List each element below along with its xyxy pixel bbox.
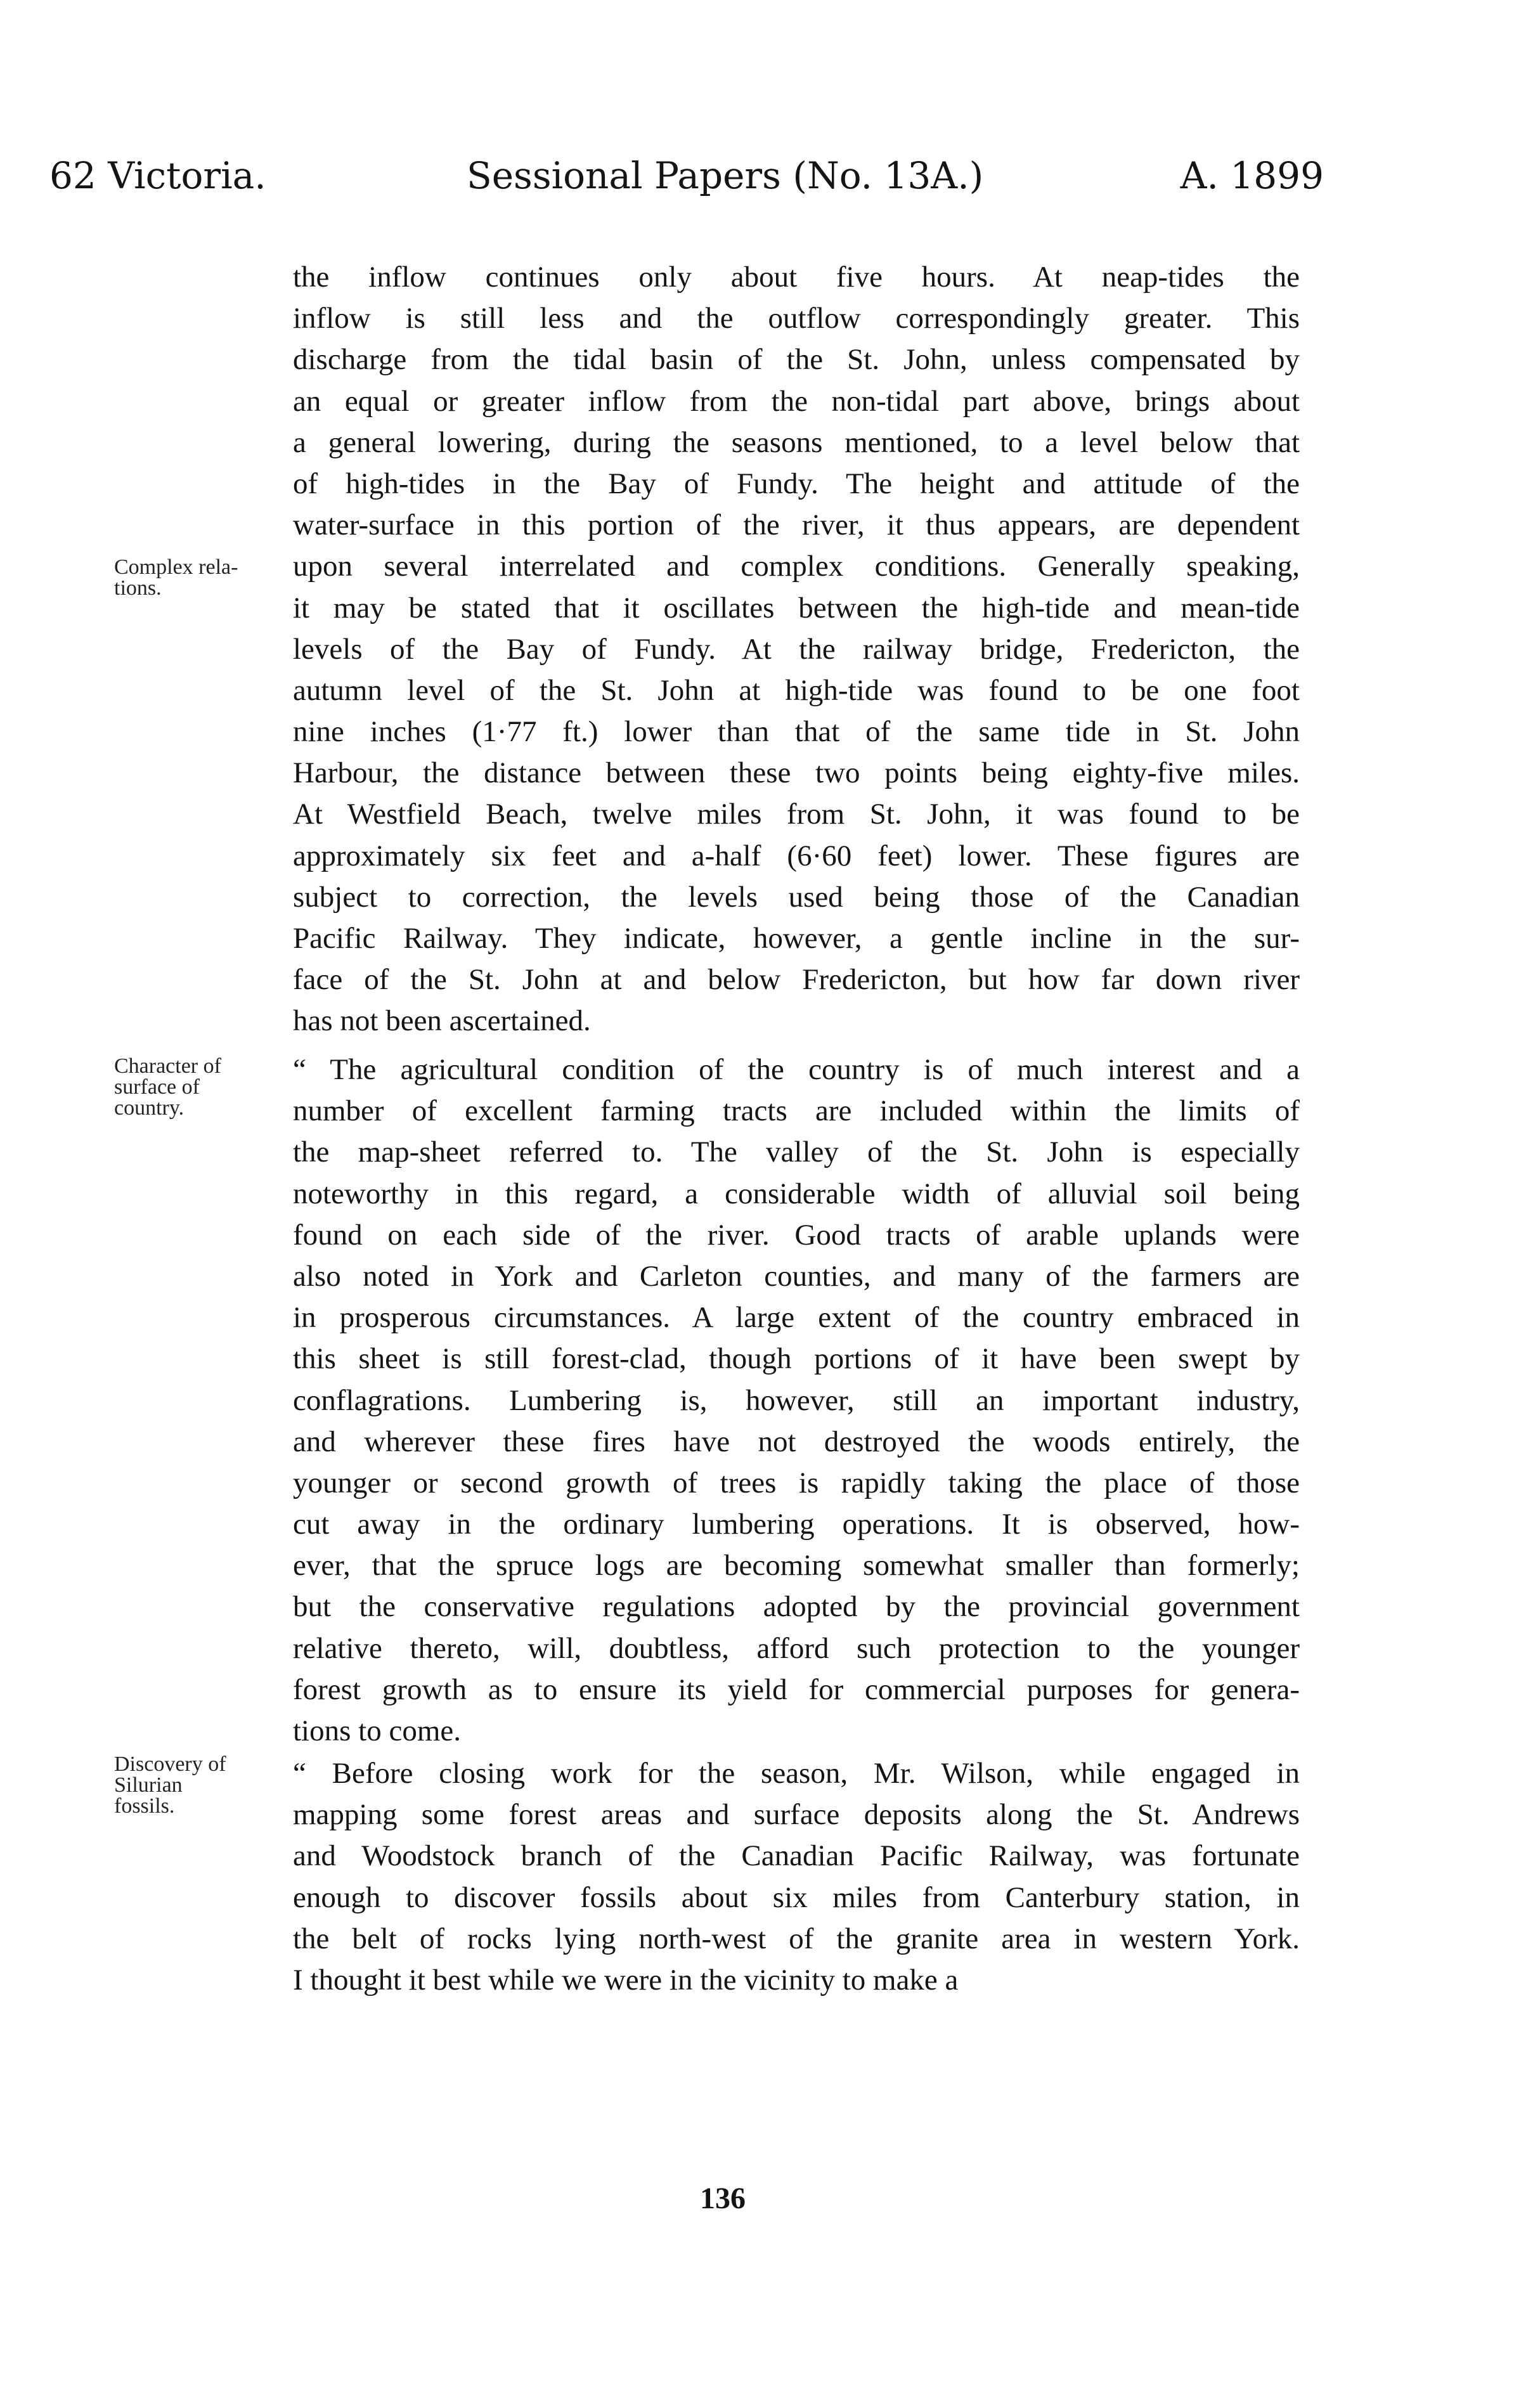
sidenote-line: Complex rela- <box>114 555 238 579</box>
header-title: Sessional Papers (No. 13A.) <box>467 154 984 197</box>
paragraph-tidal-levels <box>293 257 1300 1042</box>
text-line: enough to discover fossils about six miles from Canterbury station, in <box>293 1880 1300 1914</box>
text-line: approximately six feet and a-half (6·60 feet) lower. These figures are <box>293 839 1300 872</box>
text-line: upon several interrelated and complex conditions. Generally speaking, <box>293 550 1300 583</box>
paragraph-silurian-fossils <box>293 1753 1300 2001</box>
page-number: 136 <box>700 2182 746 2215</box>
text-line: but the conservative regulations adopted by the provincial government <box>293 1590 1300 1624</box>
text-line: an equal or greater inflow from the non-tidal part above, brings about <box>293 384 1300 418</box>
text-line: younger or second growth of trees is rapidly taking the place of those <box>293 1466 1300 1499</box>
text-line: tions to come. <box>293 1714 461 1747</box>
sidenote-discovery-of-fossils <box>114 1754 282 1816</box>
text-line: found on each side of the river. Good tracts of arable uplands were <box>293 1218 1300 1252</box>
text-line: of high-tides in the Bay of Fundy. The height and attitude of the <box>293 467 1300 500</box>
text-line: forest growth as to ensure its yield for commercial purposes for genera- <box>293 1673 1300 1706</box>
sidenote-line: Discovery of <box>114 1752 226 1776</box>
text-line: “ Before closing work for the season, Mr. Wilson, while engaged in <box>293 1757 1300 1790</box>
text-line: the belt of rocks lying north-west of the granite area in western York. <box>293 1922 1300 1955</box>
text-line: and Woodstock branch of the Canadian Pacific Railway, was fortunate <box>293 1839 1300 1873</box>
text-line: it may be stated that it oscillates between the high-tide and mean-tide <box>293 591 1300 625</box>
text-line: this sheet is still forest-clad, though portions of it have been swept by <box>293 1342 1300 1376</box>
sidenote-line: surface of <box>114 1075 200 1099</box>
text-line: face of the St. John at and below Fredericton, but how far down river <box>293 963 1300 997</box>
text-line: Harbour, the distance between these two points being eighty-five miles. <box>293 756 1300 790</box>
sidenote-line: fossils. <box>114 1794 175 1818</box>
text-line: the map-sheet referred to. The valley of the St. John is especially <box>293 1136 1300 1169</box>
text-line: in prosperous circumstances. A large extent of the country embraced in <box>293 1301 1300 1335</box>
text-line: inflow is still less and the outflow correspondingly greater. This <box>293 302 1300 335</box>
header-year: A. 1899 <box>1180 154 1324 197</box>
sidenote-line: Character of <box>114 1054 221 1078</box>
sidenote-complex-relations <box>114 557 282 599</box>
header-session: 62 Victoria. <box>49 154 266 197</box>
text-line: has not been ascertained. <box>293 1004 591 1038</box>
sidenote-line: tions. <box>114 576 162 600</box>
text-line: Pacific Railway. They indicate, however, a gentle incline in the sur- <box>293 922 1300 955</box>
text-line: “ The agricultural condition of the country is of much interest and a <box>293 1053 1300 1086</box>
text-line: mapping some forest areas and surface deposits along the St. Andrews <box>293 1798 1300 1832</box>
text-line: At Westfield Beach, twelve miles from St. John, it was found to be <box>293 798 1300 831</box>
text-line: water-surface in this portion of the river, it thus appears, are dependent <box>293 508 1300 542</box>
text-line: levels of the Bay of Fundy. At the railway bridge, Fredericton, the <box>293 632 1300 666</box>
text-line: also noted in York and Carleton counties, and many of the farmers are <box>293 1259 1300 1293</box>
text-line: a general lowering, during the seasons mentioned, to a level below that <box>293 425 1300 459</box>
text-line: subject to correction, the levels used being those of the Canadian <box>293 880 1300 914</box>
running-header <box>49 147 1324 204</box>
text-line: cut away in the ordinary lumbering operations. It is observed, how- <box>293 1508 1300 1541</box>
sidenote-line: country. <box>114 1096 184 1120</box>
text-line: discharge from the tidal basin of the St. John, unless compensated by <box>293 343 1300 377</box>
sidenote-line: Silurian <box>114 1773 183 1797</box>
text-line: number of excellent farming tracts are included within the limits of <box>293 1094 1300 1128</box>
text-line: I thought it best while we were in the vicinity to make a <box>293 1963 959 1997</box>
paragraph-agricultural-condition <box>293 1049 1300 1752</box>
text-line: noteworthy in this regard, a considerable width of alluvial soil being <box>293 1177 1300 1210</box>
text-line: the inflow continues only about five hours. At neap-tides the <box>293 261 1300 294</box>
text-line: autumn level of the St. John at high-tide was found to be one foot <box>293 673 1300 707</box>
text-line: ever, that the spruce logs are becoming somewhat smaller than formerly; <box>293 1549 1300 1583</box>
text-line: and wherever these fires have not destroyed the woods entirely, the <box>293 1425 1300 1458</box>
sidenote-character-of-surface <box>114 1056 282 1118</box>
text-line: relative thereto, will, doubtless, afford such protection to the younger <box>293 1631 1300 1665</box>
text-line: conflagrations. Lumbering is, however, still an important industry, <box>293 1383 1300 1417</box>
text-line: nine inches (1·77 ft.) lower than that of the same tide in St. John <box>293 715 1300 749</box>
